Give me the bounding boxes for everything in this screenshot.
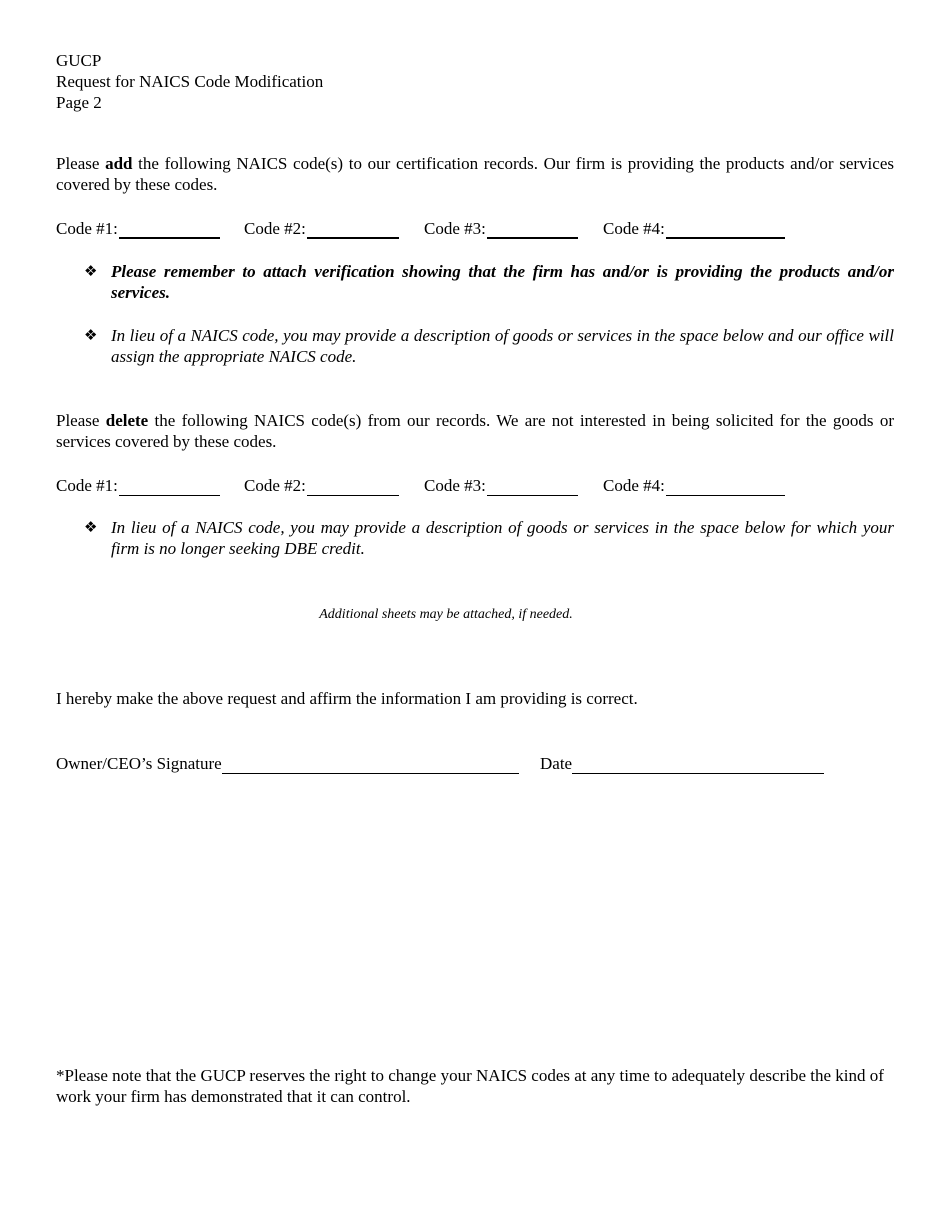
date-input[interactable] (572, 755, 824, 774)
delete-section-intro: Please delete the following NAICS code(s) from our records. We are not interested in being solicited for the goods or services covered by these codes. (56, 411, 894, 451)
add-code-1-field[interactable] (56, 218, 220, 239)
gucp-footnote: *Please note that the GUCP reserves the right to change your NAICS codes at any time to adequately describe the kind of work your firm has demonstrated that it can control. (56, 1066, 884, 1106)
delete-bullet-1-text: In lieu of a NAICS code, you may provide a description of goods or services in the space below for which your firm is no longer seeking DBE credit. (111, 518, 894, 558)
delete-code-3-label: Code #3: (424, 476, 486, 495)
add-code-1-label: Code #1: (56, 219, 118, 238)
diamond-cross-bullet-icon: ❖ (84, 262, 98, 280)
delete-code-1-input[interactable] (119, 477, 220, 496)
diamond-cross-bullet-icon: ❖ (84, 326, 98, 344)
delete-bullet-description (84, 517, 894, 559)
signature-row (56, 753, 856, 775)
add-code-3-field[interactable] (424, 218, 578, 239)
header-org: GUCP (56, 51, 102, 70)
header-title: Request for NAICS Code Modification (56, 72, 324, 91)
date-field[interactable] (540, 753, 824, 774)
add-section-intro: Please add the following NAICS code(s) to our certification records. Our firm is providing the products and/or services covered by these codes. (56, 154, 894, 194)
delete-code-1-label: Code #1: (56, 476, 118, 495)
delete-code-1-field[interactable] (56, 475, 220, 496)
date-label: Date (540, 754, 573, 773)
add-keyword: add (105, 154, 133, 173)
affirmation-text: I hereby make the above request and affirm the information I am providing is correct. (56, 689, 638, 708)
delete-code-2-input[interactable] (307, 477, 399, 496)
add-code-2-input[interactable] (307, 219, 399, 239)
add-code-4-field[interactable] (603, 218, 785, 239)
diamond-cross-bullet-icon: ❖ (84, 518, 98, 536)
add-bullet-verification (84, 261, 894, 303)
additional-sheets-note: Additional sheets may be attached, if needed. (319, 607, 573, 622)
add-code-3-label: Code #3: (424, 219, 486, 238)
delete-keyword: delete (105, 411, 149, 430)
add-bullet-2-text: In lieu of a NAICS code, you may provide a description of goods or services in the space below and our office will assign the appropriate NAICS code. (111, 326, 894, 366)
signature-field[interactable] (56, 753, 519, 774)
delete-code-2-field[interactable] (244, 475, 399, 496)
add-code-3-input[interactable] (487, 219, 578, 239)
document-header (56, 50, 323, 113)
add-code-2-field[interactable] (244, 218, 399, 239)
delete-code-2-label: Code #2: (244, 476, 306, 495)
add-bullet-description (84, 325, 894, 367)
delete-code-4-label: Code #4: (603, 476, 665, 495)
signature-input[interactable] (222, 755, 519, 774)
delete-code-4-input[interactable] (666, 477, 785, 496)
delete-code-4-field[interactable] (603, 475, 785, 496)
header-page: Page 2 (56, 93, 102, 112)
add-code-4-input[interactable] (666, 219, 785, 239)
delete-code-3-input[interactable] (487, 477, 578, 496)
delete-code-3-field[interactable] (424, 475, 578, 496)
add-code-4-label: Code #4: (603, 219, 665, 238)
add-code-1-input[interactable] (119, 219, 220, 239)
add-code-2-label: Code #2: (244, 219, 306, 238)
add-bullet-1-text: Please remember to attach verification showing that the firm has and/or is providing the products and/or services. (111, 262, 894, 302)
signature-label: Owner/CEO’s Signature (56, 754, 222, 773)
